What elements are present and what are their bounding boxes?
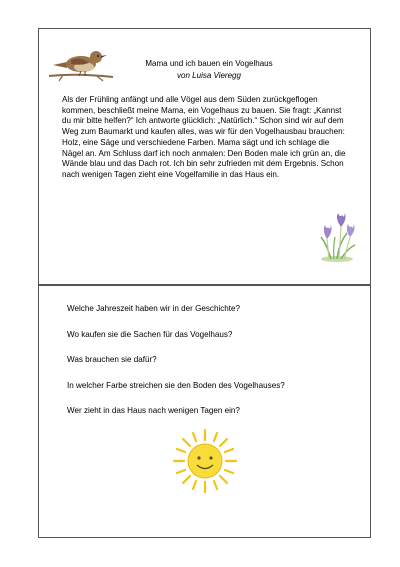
bird-icon [47, 43, 115, 83]
story-text: Als der Frühling anfängt und alle Vögel aus dem Süden zurückgeflogen kommen, beschließt meine Mama, ein Vogelhaus zu bauen. Sie fragt: „Kannst du mir bitte helfen?“ Ich antworte glücklich: „Natürlich.“ Schon sind wir auf dem Weg zum Baumarkt und kaufen alles, was wir für den Vogelhausbau brauchen: Holz, eine Säge und verschiedene Farben. Mama sägt und ich schlage die Nägel an. Am Schluss darf ich noch anmalen: Den Boden male ich grün an, die Wände blau und das Dach rot. Ich bin sehr zufrieden mit dem Ergebnis. Schon nach wenigen Tagen zieht eine Vogelfamilie in das Haus ein. [62, 95, 346, 179]
question-item: Was brauchen sie dafür? [67, 355, 157, 365]
smiling-sun-icon [172, 428, 238, 494]
question-item: Wer zieht in das Haus nach wenigen Tagen ein? [67, 406, 240, 416]
question-item: In welcher Farbe streichen sie den Boden des Vogelhauses? [67, 380, 285, 390]
story-title: Mama und ich bauen ein Vogelhaus [145, 59, 273, 68]
question-item: Welche Jahreszeit haben wir in der Geschichte? [67, 304, 241, 313]
questions-card [38, 285, 371, 538]
crocus-flowers-icon [317, 211, 359, 263]
story-card [38, 28, 371, 285]
question-list [67, 304, 367, 432]
story-heading [109, 58, 309, 82]
question-item: Wo kaufen sie die Sachen für das Vogelhaus? [67, 329, 233, 339]
story-author: von Luisa Vieregg [177, 71, 241, 80]
